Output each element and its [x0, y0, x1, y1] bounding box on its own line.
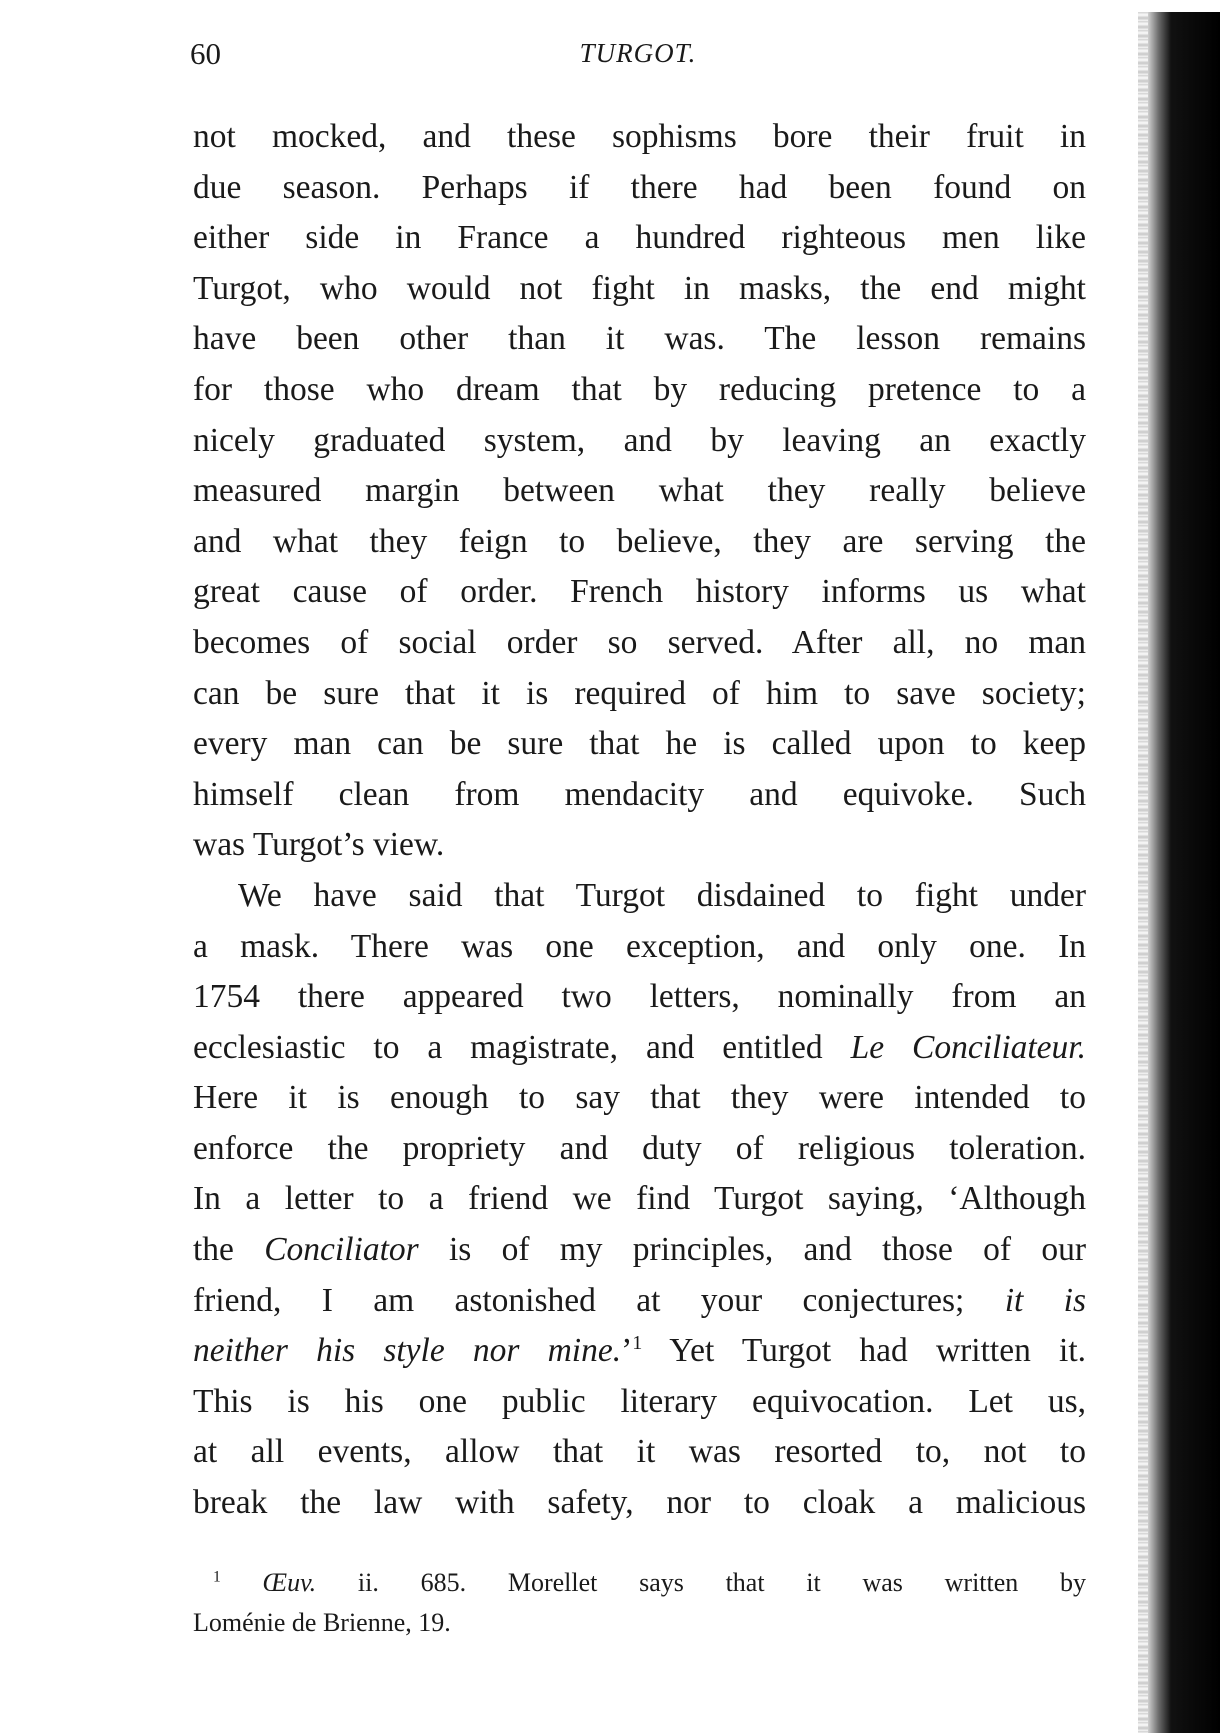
footnote-work: Œuv.	[262, 1568, 317, 1597]
text-line: due season. Perhaps if there had been found on	[193, 168, 1086, 206]
text-line: great cause of order. French history informs us what	[193, 573, 1086, 611]
text-line: measured margin between what they really believe	[193, 472, 1086, 510]
text-line: can be sure that it is required of him to save society;	[193, 674, 1086, 712]
text-line: for those who dream that by reducing pretence to a	[193, 370, 1086, 408]
text-line: Here it is enough to say that they were intended to	[193, 1079, 1086, 1117]
body-text	[193, 112, 1086, 1529]
text-line	[193, 1276, 1086, 1327]
text-line	[193, 1326, 1086, 1377]
italic-text: neither his style nor mine.	[193, 1332, 622, 1370]
text-line: 1754 there appeared two letters, nominally from an	[193, 978, 1086, 1016]
text-line: at all events, allow that it was resorted to, not to	[193, 1433, 1086, 1471]
text-line: was Turgot’s view.	[193, 826, 445, 864]
text-line: have been other than it was. The lesson remains	[193, 320, 1086, 358]
text-line: not mocked, and these sophisms bore their fruit in	[193, 118, 1086, 155]
text-line: himself clean from mendacity and equivoke. Such	[193, 775, 1086, 813]
italic-title: Conciliator	[264, 1231, 419, 1269]
footnote-line	[193, 1563, 1086, 1603]
scan-binding-edge	[1148, 12, 1220, 1733]
text-line: Turgot, who would not fight in masks, the end might	[193, 269, 1086, 307]
text-span: is of my principles, and those of our	[448, 1231, 1086, 1269]
page-header	[190, 36, 1086, 76]
footnote-marker: 1	[213, 1568, 221, 1586]
running-head: TURGOT.	[579, 38, 697, 68]
text-line: In a letter to a friend we find Turgot saying, ‘Although	[193, 1180, 1086, 1218]
closing-quote: ’	[621, 1332, 633, 1370]
text-line: nicely graduated system, and by leaving an exactly	[193, 421, 1086, 459]
footnote-ref[interactable]: 1	[632, 1332, 643, 1355]
text-line: We have said that Turgot disdained to fight under	[238, 876, 1086, 914]
text-line: enforce the propriety and duty of religious toleration.	[193, 1129, 1086, 1167]
text-line: and what they feign to believe, they are serving the	[193, 522, 1086, 560]
text-line	[193, 1225, 1086, 1276]
italic-title: Le Conciliateur.	[850, 1028, 1087, 1066]
page-number: 60	[190, 36, 221, 71]
footnote-text: ii. 685. Morellet says that it was written by	[357, 1568, 1087, 1597]
text-line	[193, 1023, 1086, 1074]
text-line: every man can be sure that he is called upon to keep	[193, 725, 1086, 763]
text-line: break the law with safety, nor to cloak a malicious	[193, 1484, 1086, 1522]
text-line: a mask. There was one exception, and only one. In	[193, 927, 1086, 965]
italic-text: it is	[1004, 1281, 1087, 1319]
footnote-line: Loménie de Brienne, 19.	[193, 1608, 451, 1637]
text-line: becomes of social order so served. After all, no man	[193, 623, 1086, 661]
footnote	[193, 1563, 1086, 1643]
text-line: This is his one public literary equivocation. Let us,	[193, 1382, 1086, 1420]
text-line: either side in France a hundred righteous men like	[193, 219, 1086, 257]
text-span: Yet Turgot had written it.	[669, 1332, 1086, 1370]
text-span: the	[193, 1231, 234, 1269]
text-span: ecclesiastic to a magistrate, and entitled	[193, 1028, 823, 1066]
text-span: friend, I am astonished at your conjectures;	[193, 1281, 965, 1319]
